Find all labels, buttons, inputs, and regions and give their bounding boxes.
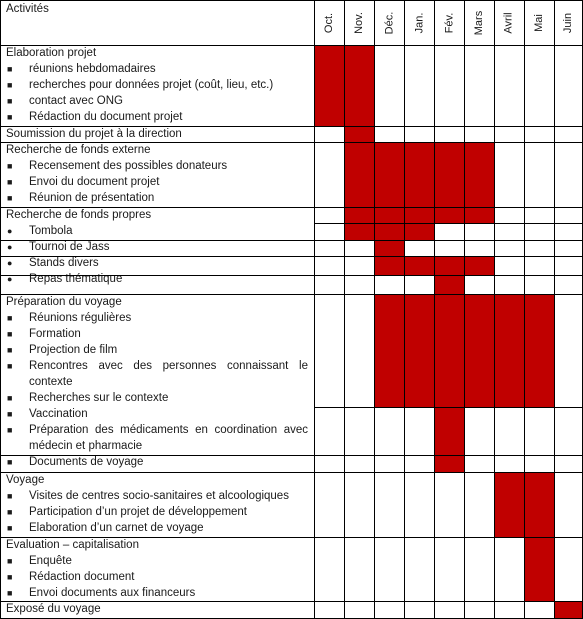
group-title: Recherche de fonds propres xyxy=(6,209,152,221)
bullet-icon: ■ xyxy=(7,193,13,203)
activity-item: Repas thématique xyxy=(29,273,123,285)
grid-line xyxy=(464,0,465,619)
month-header xyxy=(524,0,554,45)
grid-line xyxy=(524,0,525,619)
grid-line xyxy=(0,256,583,257)
grid-line xyxy=(0,601,583,602)
bullet-icon: ■ xyxy=(7,112,13,122)
month-header xyxy=(494,0,524,45)
gantt-bar xyxy=(374,142,404,207)
activity-item: Envoi documents aux financeurs xyxy=(29,587,196,599)
group-title: Evaluation – capitalisation xyxy=(6,539,139,551)
month-label: Avril xyxy=(502,11,515,34)
group-title: Voyage xyxy=(6,474,45,486)
grid-line xyxy=(0,207,583,208)
activity-item: Envoi du document projet xyxy=(29,176,160,188)
month-header xyxy=(404,0,434,45)
activity-item: Elaboration d’un carnet de voyage xyxy=(29,522,204,534)
bullet-icon: ■ xyxy=(7,80,13,90)
bullet-icon: ■ xyxy=(7,556,13,566)
activity-item: Tournoi de Jass xyxy=(29,241,110,253)
grid-line xyxy=(0,455,583,456)
gantt-bar xyxy=(344,207,374,223)
gantt-bar xyxy=(464,256,494,275)
grid-line xyxy=(0,0,583,1)
group-title: Préparation du voyage xyxy=(6,296,122,308)
bullet-icon: ■ xyxy=(7,425,13,435)
bullet-icon: ■ xyxy=(7,491,13,501)
activity-item: Enquête xyxy=(29,555,72,567)
grid-line xyxy=(0,142,583,143)
gantt-bar xyxy=(374,207,404,223)
grid-line xyxy=(0,0,1,619)
grid-line xyxy=(344,0,345,619)
bullet-icon: ■ xyxy=(7,345,13,355)
month-header xyxy=(314,0,344,45)
activity-item: recherches pour données projet (coût, lieu, etc.) xyxy=(29,79,274,91)
bullet-icon: ■ xyxy=(7,161,13,171)
grid-line xyxy=(0,472,583,473)
grid-line xyxy=(374,0,375,619)
bullet-icon: ■ xyxy=(7,523,13,533)
gantt-bar xyxy=(374,256,404,275)
gantt-bar xyxy=(404,207,434,223)
gantt-bar xyxy=(404,223,434,240)
gantt-bar xyxy=(374,294,404,407)
gantt-bar xyxy=(344,126,374,142)
activity-item: Réunions régulières xyxy=(29,312,132,324)
month-label: Jan. xyxy=(412,12,425,33)
bullet-icon: ■ xyxy=(7,457,13,467)
gantt-bar xyxy=(524,472,554,537)
gantt-bar xyxy=(464,294,494,407)
group-title: Soumission du projet à la direction xyxy=(6,128,182,140)
bullet-icon: ■ xyxy=(7,64,13,74)
bullet-icon: ■ xyxy=(7,177,13,187)
grid-line xyxy=(0,240,583,241)
grid-line xyxy=(314,0,315,619)
bullet-icon: ● xyxy=(7,274,13,284)
gantt-bar xyxy=(404,142,434,207)
gantt-bar xyxy=(344,223,374,240)
activity-item: Réunion de présentation xyxy=(29,192,155,204)
activity-item: Visites de centres socio-sanitaires et alcoologiques xyxy=(29,490,289,502)
month-header xyxy=(374,0,404,45)
gantt-bar xyxy=(524,294,554,407)
gantt-bar xyxy=(464,142,494,207)
activity-item: Rédaction du document projet xyxy=(29,111,183,123)
grid-line xyxy=(314,407,583,408)
month-label: Déc. xyxy=(383,11,395,34)
month-label: Juin xyxy=(562,12,575,33)
group-title: Elaboration projet xyxy=(6,47,97,59)
gantt-bar xyxy=(374,240,404,256)
activity-item: Vaccination xyxy=(29,408,88,420)
gantt-bar xyxy=(524,537,554,601)
bullet-icon: ■ xyxy=(7,572,13,582)
gantt-bar xyxy=(434,142,464,207)
activity-item: Documents de voyage xyxy=(29,456,144,468)
month-header xyxy=(434,0,464,45)
gantt-bar xyxy=(494,294,524,407)
gantt-bar xyxy=(434,207,464,223)
bullet-icon: ■ xyxy=(7,313,13,323)
gantt-bar xyxy=(554,601,583,619)
grid-line xyxy=(434,0,435,619)
group-title: Recherche de fonds externe xyxy=(6,144,151,156)
gantt-bar xyxy=(434,294,464,407)
gantt-bar xyxy=(434,407,464,472)
month-label: Mai xyxy=(532,13,545,32)
activity-item: Préparation des médicaments en coordination avec médecin et pharmacie xyxy=(29,424,308,452)
activity-item: Stands divers xyxy=(29,257,99,269)
grid-line xyxy=(0,126,583,127)
grid-line xyxy=(404,0,405,619)
bullet-icon: ■ xyxy=(7,96,13,106)
gantt-bar xyxy=(464,207,494,223)
bullet-icon: ■ xyxy=(7,361,13,371)
header-activities: Activités xyxy=(6,3,49,15)
gantt-bar xyxy=(344,142,374,207)
grid-line xyxy=(314,223,583,224)
bullet-icon: ■ xyxy=(7,409,13,419)
gantt-bar xyxy=(344,45,374,126)
gantt-bar xyxy=(434,275,464,294)
grid-line xyxy=(494,0,495,619)
activity-item: Tombola xyxy=(29,225,73,237)
activity-item: Projection de film xyxy=(29,344,118,356)
grid-line xyxy=(0,275,583,276)
bullet-icon: ● xyxy=(7,242,13,252)
grid-line xyxy=(0,294,583,295)
gantt-bar xyxy=(314,45,344,126)
gantt-bar xyxy=(404,256,434,275)
activity-item: Participation d’un projet de développement xyxy=(29,506,248,518)
bullet-icon: ● xyxy=(7,226,13,236)
grid-line xyxy=(554,0,555,619)
month-header xyxy=(464,0,494,45)
activity-item: Recensement des possibles donateurs xyxy=(29,160,228,172)
month-header xyxy=(554,0,583,45)
bullet-icon: ■ xyxy=(7,393,13,403)
activity-item: contact avec ONG xyxy=(29,95,123,107)
gantt-bar xyxy=(404,294,434,407)
bullet-icon: ■ xyxy=(7,329,13,339)
activity-item: Rencontres avec des personnes connaissant le contexte xyxy=(29,360,308,388)
bullet-icon: ■ xyxy=(7,588,13,598)
grid-line xyxy=(0,537,583,538)
bullet-icon: ■ xyxy=(7,507,13,517)
gantt-bar xyxy=(494,472,524,537)
month-label: Nov. xyxy=(353,11,365,34)
activity-item: Rédaction document xyxy=(29,571,135,583)
activity-item: Formation xyxy=(29,328,81,340)
gantt-bar xyxy=(374,223,404,240)
month-header xyxy=(344,0,374,45)
activity-item: Recherches sur le contexte xyxy=(29,392,169,404)
gantt-bar xyxy=(434,256,464,275)
bullet-icon: ● xyxy=(7,258,13,268)
month-label: Fév. xyxy=(442,12,455,33)
grid-line xyxy=(0,45,583,46)
activity-item: réunions hebdomadaires xyxy=(29,63,156,75)
month-label: Mars xyxy=(472,10,485,35)
month-label: Oct. xyxy=(322,12,335,33)
group-title: Exposé du voyage xyxy=(6,603,101,615)
